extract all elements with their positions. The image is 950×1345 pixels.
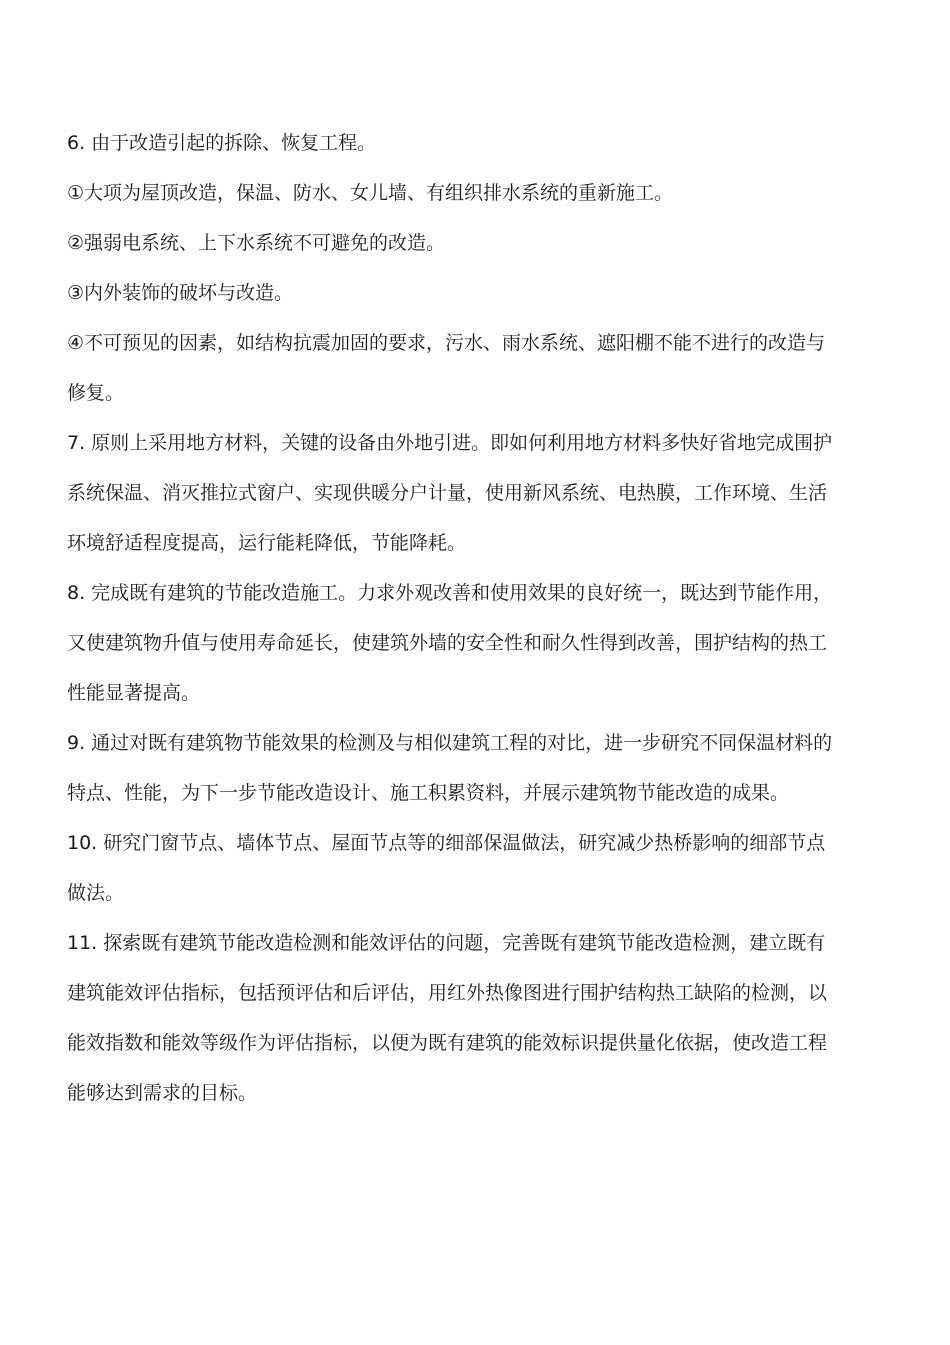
- paragraph-item-8: 8. 完成既有建筑的节能改造施工。力求外观改善和使用效果的良好统一，既达到节能作用，又使建筑物升值与使用寿命延长，使建筑外墙的安全性和耐久性得到改善，围护结构的热工性能显著提高。: [67, 582, 833, 704]
- paragraph-item-10: 10. 研究门窗节点、墙体节点、屋面节点等的细部保温做法，研究减少热桥影响的细部节点做法。: [67, 832, 826, 904]
- paragraph-item-9: 9. 通过对既有建筑物节能效果的检测及与相似建筑工程的对比，进一步研究不同保温材料的特点、性能，为下一步节能改造设计、施工积累资料，并展示建筑物节能改造的成果。: [67, 732, 833, 804]
- paragraph-item-11: 11. 探索既有建筑节能改造检测和能效评估的问题，完善既有建筑节能改造检测，建立既有建筑能效评估指标，包括预评估和后评估，用红外热像图进行围护结构热工缺陷的检测，以能效指数和能效等级作为评估指标，以便为既有建筑的能效标识提供量化依据，使改造工程能够达到需求的目标。: [67, 932, 828, 1104]
- paragraph-subitem-3: ③内外装饰的破坏与改造。: [67, 282, 294, 304]
- document-body: [67, 118, 837, 1118]
- paragraph-item-7: 7. 原则上采用地方材料，关键的设备由外地引进。即如何利用地方材料多快好省地完成围护系统保温、消灭推拉式窗户、实现供暖分户计量，使用新风系统、电热膜，工作环境、生活环境舒适程度提高，运行能耗降低，节能降耗。: [67, 432, 833, 554]
- paragraph-item-6: 6. 由于改造引起的拆除、恢复工程。: [67, 132, 377, 154]
- paragraph-subitem-4: ④不可预见的因素，如结构抗震加固的要求，污水、雨水系统、遮阳棚不能不进行的改造与修复。: [67, 332, 826, 404]
- paragraph-subitem-2: ②强弱电系统、上下水系统不可避免的改造。: [67, 232, 446, 254]
- paragraph-subitem-1: ①大项为屋顶改造，保温、防水、女儿墙、有组织排水系统的重新施工。: [67, 182, 674, 204]
